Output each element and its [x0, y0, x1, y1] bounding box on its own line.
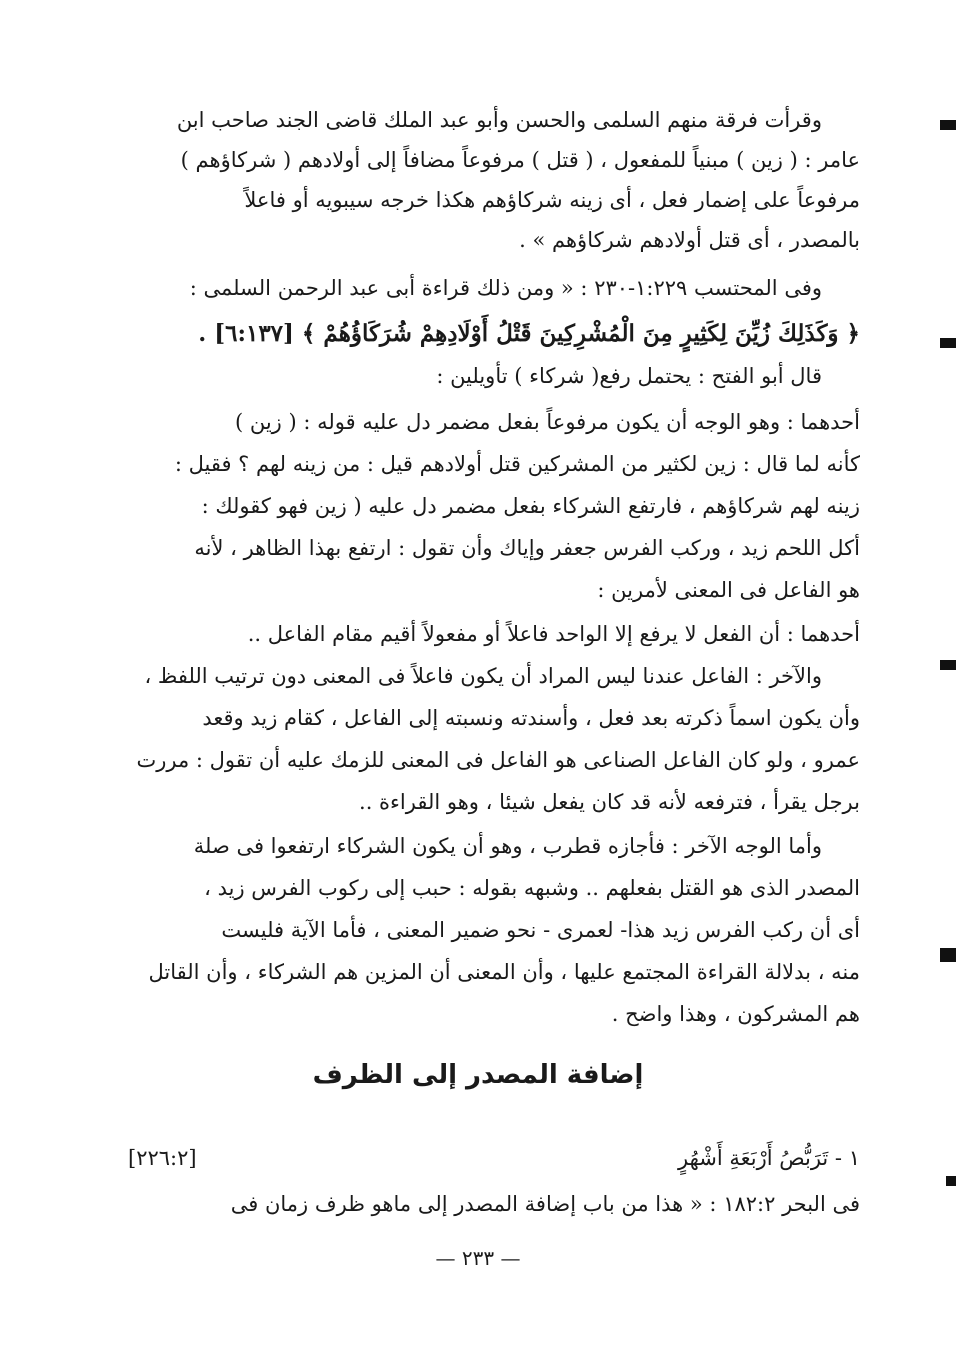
margin-mark: [940, 948, 956, 962]
text-line: وفى المحتسب ١:٢٢٩-٢٣٠ : « ومن ذلك قراءة أبى عبد الرحمن السلمى :: [189, 276, 822, 300]
text-line: أحدهما : وهو الوجه أن يكون مرفوعاً بفعل مضمر دل عليه قوله : ( زين ): [234, 410, 860, 434]
margin-mark: [946, 1176, 956, 1186]
text-line: أى أن ركب الفرس زيد هذا- لعمرى - نحو ضمير المعنى ، فأما الآية فليست: [221, 918, 860, 942]
text-line: وقرأت فرقة منهم السلمى والحسن وأبو عبد الملك قاضى الجند صاحب ابن: [176, 108, 822, 132]
text-line: أحدهما : أن الفعل لا يرفع إلا الواحد فاعلاً أو مفعولاً أقيم مقام الفاعل ..: [247, 622, 860, 646]
entry-reference: [٢٢٦:٢]: [128, 1146, 197, 1170]
text-line: قال أبو الفتح : يحتمل رفع( شركاء ) تأويلين :: [436, 364, 822, 388]
margin-mark: [940, 120, 956, 130]
margin-mark: [940, 338, 956, 348]
text-line: أكل اللحم زيد ، وركب الفرس جعفر وإياك وأن تقول : ارتفع بهذا الظاهر ، لأنه: [194, 536, 860, 560]
text-line: كأنه لما قال : زين لكثير من المشركين قتل أولادهم قيل : من زينه لهم ؟ فقيل :: [174, 452, 860, 476]
text-line: مرفوعاً على إضمار فعل ، أى زينه شركاؤهم هكذا خرجه سيبويه أو فاعلاً: [244, 188, 860, 212]
text-line: برجل يقرأ ، فترفعه لأنه قد كان يفعل شيئا ، وهو القراءة ..: [359, 790, 860, 814]
text-line: بالمصدر ، أى قتل أولادهم شركاؤهم » .: [519, 228, 860, 252]
entry-text: ١ - تَرَبُّصُ أَرْبَعَةِ أَشْهُرٍ: [678, 1146, 860, 1170]
text-line: زينه لهم شركاؤهم ، فارتفع الشركاء بفعل مضمر دل عليه ( زين فهو كقولك :: [201, 494, 860, 518]
text-line: وأن يكون اسماً ذكرته بعد فعل ، وأسندته ونسبته إلى الفاعل ، كقام زيد وقعد: [202, 706, 860, 730]
text-line: منه ، بدلالة القراءة المجتمع عليها ، وأن المعنى أن المزين هم الشركاء ، وأن القاتل: [148, 960, 860, 984]
quran-verse: ﴿ وَكَذَلِكَ زُيِّنَ لِكَثِيرٍ مِنَ الْمُشْرِكِينَ قَتْلُ أَوْلَادِهِمْ شُرَكَاؤُهُمْ ﴾ [٦:١٣٧] .: [198, 320, 860, 347]
entry-line: [128, 1138, 860, 1178]
text-line: المصدر الذى هو القتل بفعلهم .. وشبهه بقوله : حبب إلى ركوب الفرس زيد ،: [204, 876, 860, 900]
text-line: والآخر : الفاعل عندنا ليس المراد أن يكون فاعلاً فى المعنى دون ترتيب اللفظ ،: [144, 664, 822, 688]
text-line: هم المشركون ، وهذا واضح .: [611, 1002, 860, 1026]
text-line: عمرو ، ولو كان الفاعل الصناعى هو الفاعل فى المعنى للزمك عليه أن تقول : مررت: [136, 748, 860, 772]
section-heading: إضافة المصدر إلى الظرف: [312, 1060, 644, 1090]
margin-mark: [940, 660, 956, 670]
text-line: عامر : ( زين ) مبنياً للمفعول ، ( قتل ) مرفوعاً مضافاً إلى أولادهم ( شركاؤهم ): [180, 148, 860, 172]
text-line: هو الفاعل فى المعنى لأمرين :: [597, 578, 860, 602]
text-line: فى البحر ١٨٢:٢ : « هذا من باب إضافة المصدر إلى ماهو ظرف زمان فى: [230, 1192, 860, 1216]
page-number: — ٢٣٣ —: [435, 1246, 521, 1270]
text-line: وأما الوجه الآخر : فأجازه قطرب ، وهو أن يكون الشركاء ارتفعوا فى صلة: [193, 834, 822, 858]
